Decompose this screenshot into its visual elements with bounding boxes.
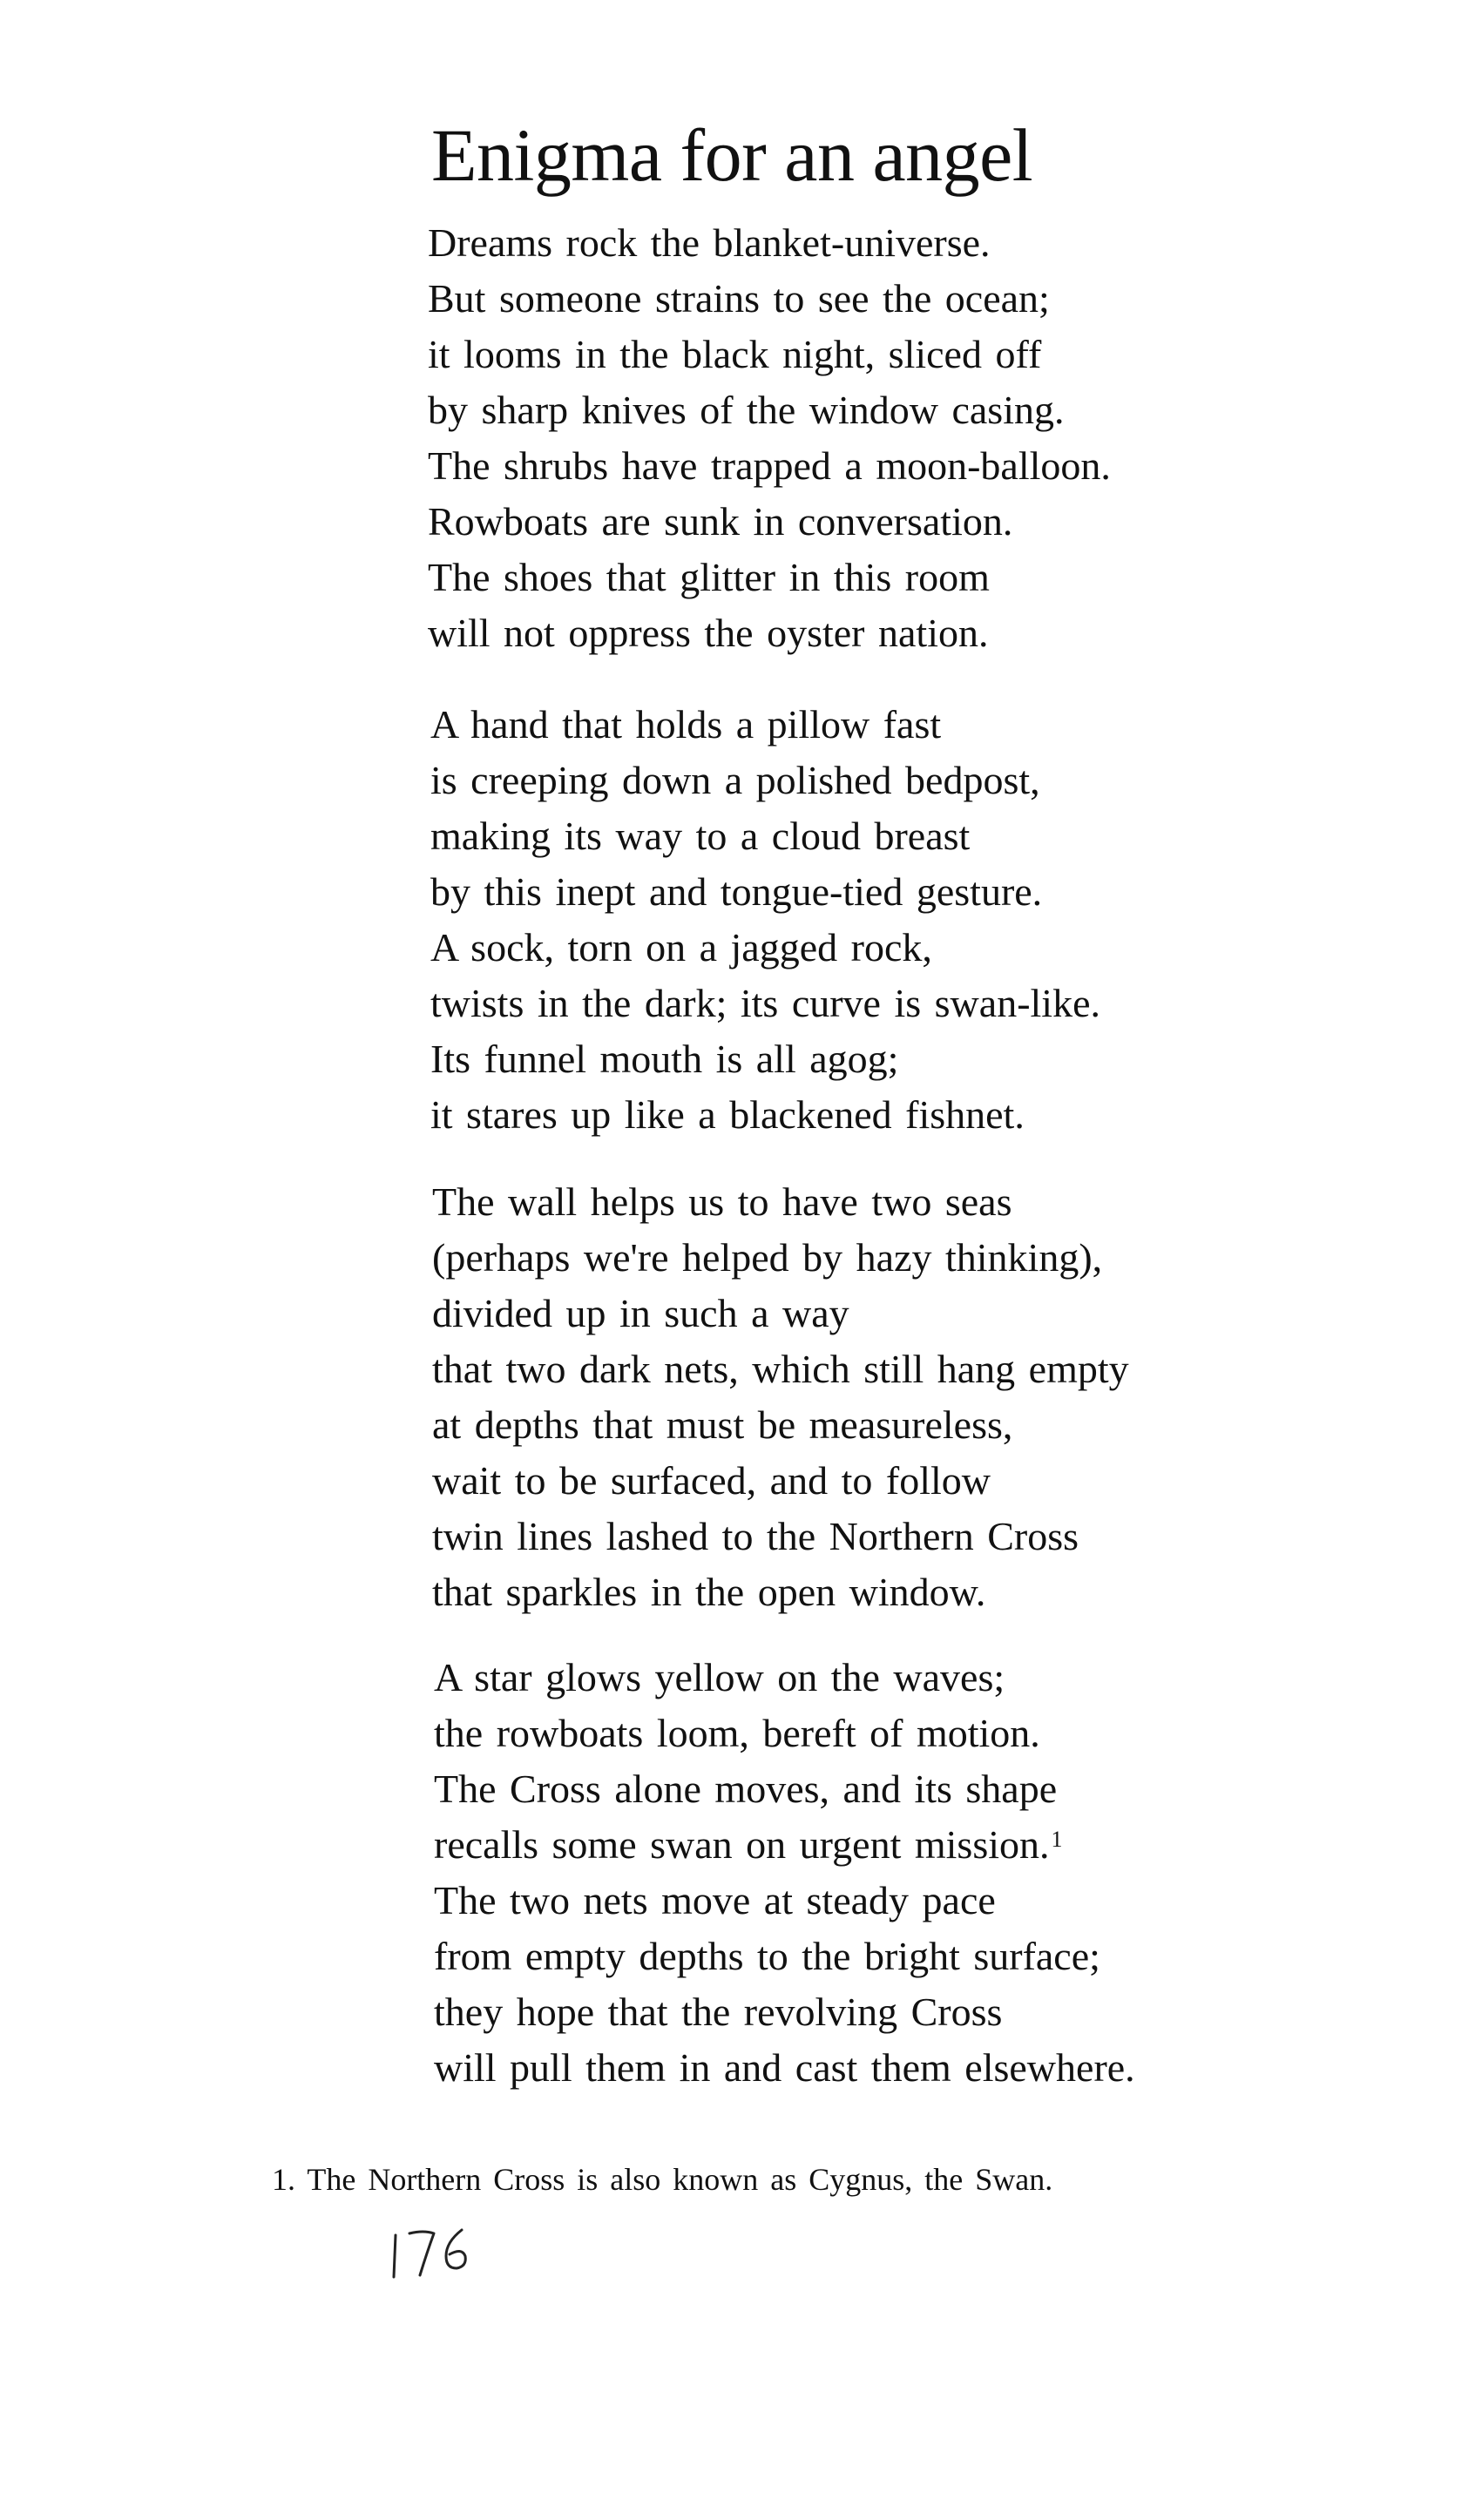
poem-line: twin lines lashed to the Northern Cross bbox=[432, 1514, 1079, 1558]
poem-line: A hand that holds a pillow fast bbox=[430, 702, 942, 747]
poem-line: The two nets move at steady pace bbox=[434, 1878, 996, 1922]
poem-line: The shrubs have trapped a moon-balloon. bbox=[428, 443, 1111, 488]
poem-line: A star glows yellow on the waves; bbox=[434, 1655, 1005, 1699]
poem-stanza-4 bbox=[434, 1650, 1135, 2096]
poem-line: from empty depths to the bright surface; bbox=[434, 1934, 1100, 1978]
poem-line: it looms in the black night, sliced off bbox=[428, 332, 1042, 376]
poem-line: is creeping down a polished bedpost, bbox=[430, 758, 1040, 802]
poem-line: divided up in such a way bbox=[432, 1291, 849, 1335]
poem-line: The Cross alone moves, and its shape bbox=[434, 1767, 1058, 1811]
poem-line: Rowboats are sunk in conversation. bbox=[428, 499, 1013, 544]
poem-line: that sparkles in the open window. bbox=[432, 1570, 986, 1614]
footnote-reference: 1 bbox=[1051, 1827, 1063, 1852]
poem-line: that two dark nets, which still hang empty bbox=[432, 1347, 1129, 1391]
poem-line: making its way to a cloud breast bbox=[430, 814, 971, 858]
poem-line: will not oppress the oyster nation. bbox=[428, 611, 989, 655]
poem-line-text: recalls some swan on urgent mission. bbox=[434, 1822, 1050, 1867]
poem-line: A sock, torn on a jagged rock, bbox=[430, 925, 932, 969]
poem-line: The shoes that glitter in this room bbox=[428, 555, 990, 599]
poem-line: Dreams rock the blanket-universe. bbox=[428, 220, 991, 265]
poem-line: The wall helps us to have two seas bbox=[432, 1179, 1012, 1224]
poem-line-with-footnote-ref bbox=[434, 1817, 1135, 1873]
poem-line: But someone strains to see the ocean; bbox=[428, 276, 1050, 321]
poem-line: at depths that must be measureless, bbox=[432, 1402, 1013, 1447]
poem-line: wait to be surfaced, and to follow bbox=[432, 1458, 991, 1503]
poem-line: they hope that the revolving Cross bbox=[434, 1990, 1003, 2034]
footnote: 1. The Northern Cross is also known as Cygnus, the Swan. bbox=[272, 2162, 1053, 2197]
poem-stanza-2 bbox=[430, 697, 1100, 1143]
poem-stanza-3 bbox=[432, 1174, 1129, 1620]
poem-line: by sharp knives of the window casing. bbox=[428, 388, 1065, 432]
poem-line: Its funnel mouth is all agog; bbox=[430, 1037, 899, 1081]
poem-line: it stares up like a blackened fishnet. bbox=[430, 1092, 1025, 1137]
poem-line: will pull them in and cast them elsewhere. bbox=[434, 2045, 1135, 2090]
poem-line: twists in the dark; its curve is swan-like. bbox=[430, 981, 1100, 1025]
poem-line: by this inept and tongue-tied gesture. bbox=[430, 869, 1043, 914]
handwritten-page-number-glyphs bbox=[389, 2223, 502, 2284]
poem-stanza-1 bbox=[428, 215, 1111, 661]
poem-line: (perhaps we're helped by hazy thinking), bbox=[432, 1235, 1103, 1280]
poem-line: the rowboats loom, bereft of motion. bbox=[434, 1711, 1040, 1755]
poem-title: Enigma for an angel bbox=[431, 113, 1033, 197]
handwritten-page-number bbox=[389, 2223, 502, 2284]
